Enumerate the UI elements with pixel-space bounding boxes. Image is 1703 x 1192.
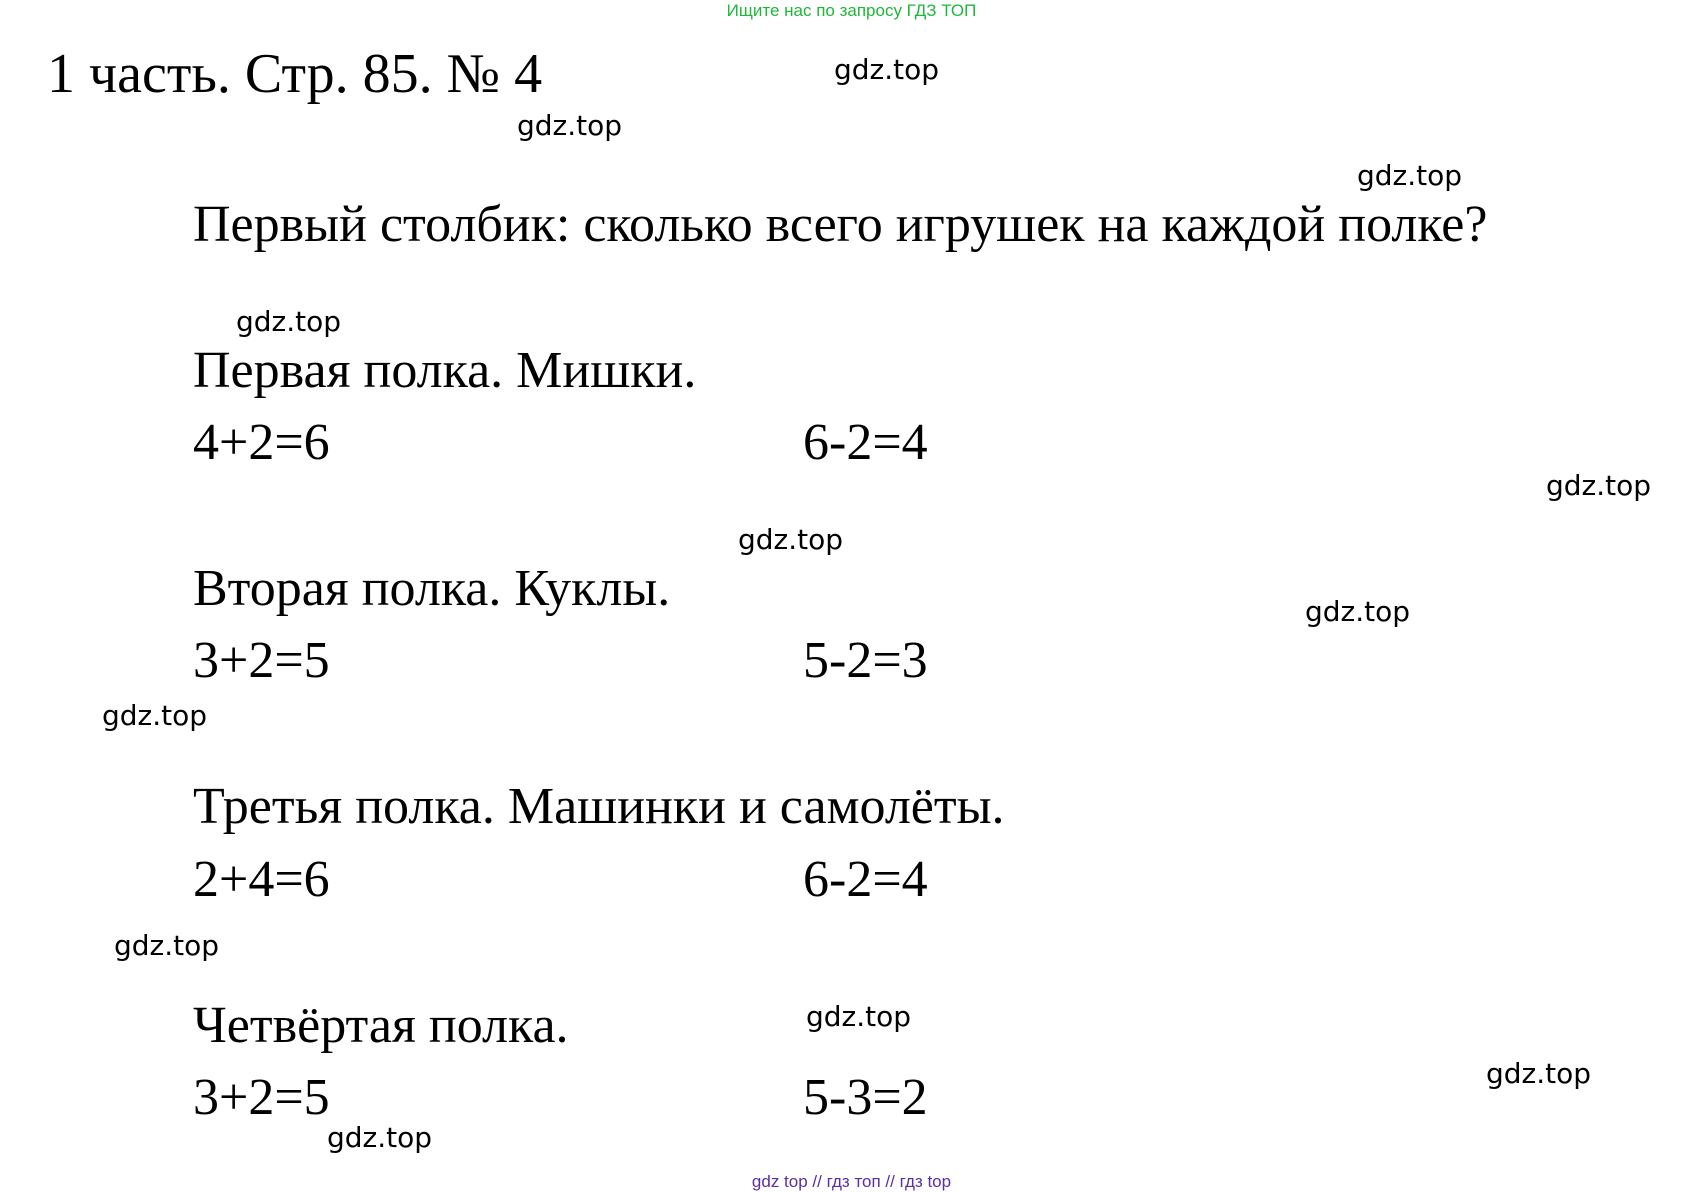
shelf-heading-4: Четвёртая полка.: [193, 997, 569, 1054]
shelf-equation-sub-1: 6-2=4: [803, 414, 928, 471]
watermark: gdz.top: [806, 1000, 912, 1033]
watermark: gdz.top: [738, 523, 844, 556]
watermark: gdz.top: [327, 1121, 433, 1154]
shelf-equation-add-2: 3+2=5: [193, 632, 330, 689]
watermark: gdz.top: [1305, 595, 1411, 628]
shelf-equation-sub-2: 5-2=3: [803, 632, 928, 689]
search-banner: Ищите нас по запросу ГДЗ ТОП: [726, 1, 977, 20]
shelf-equation-add-4: 3+2=5: [193, 1069, 330, 1126]
watermark: gdz.top: [1486, 1057, 1592, 1090]
watermark: gdz.top: [1357, 159, 1463, 192]
intro-question: Первый столбик: сколько всего игрушек на каждой полке?: [193, 196, 1488, 253]
page-title: 1 часть. Стр. 85. № 4: [47, 43, 543, 105]
watermark: gdz.top: [114, 929, 220, 962]
watermark: gdz.top: [834, 53, 940, 86]
shelf-heading-2: Вторая полка. Куклы.: [193, 560, 671, 617]
shelf-equation-add-1: 4+2=6: [193, 414, 330, 471]
shelf-heading-3: Третья полка. Машинки и самолёты.: [193, 778, 1005, 835]
shelf-equation-sub-3: 6-2=4: [803, 851, 928, 908]
watermark: gdz.top: [1546, 469, 1652, 502]
shelf-heading-1: Первая полка. Мишки.: [193, 342, 697, 399]
shelf-equation-add-3: 2+4=6: [193, 851, 330, 908]
watermark: gdz.top: [102, 699, 208, 732]
watermark: gdz.top: [517, 109, 623, 142]
footer-watermark: gdz top // гдз топ // гдз top: [751, 1172, 952, 1191]
watermark: gdz.top: [236, 305, 342, 338]
shelf-equation-sub-4: 5-3=2: [803, 1069, 928, 1126]
